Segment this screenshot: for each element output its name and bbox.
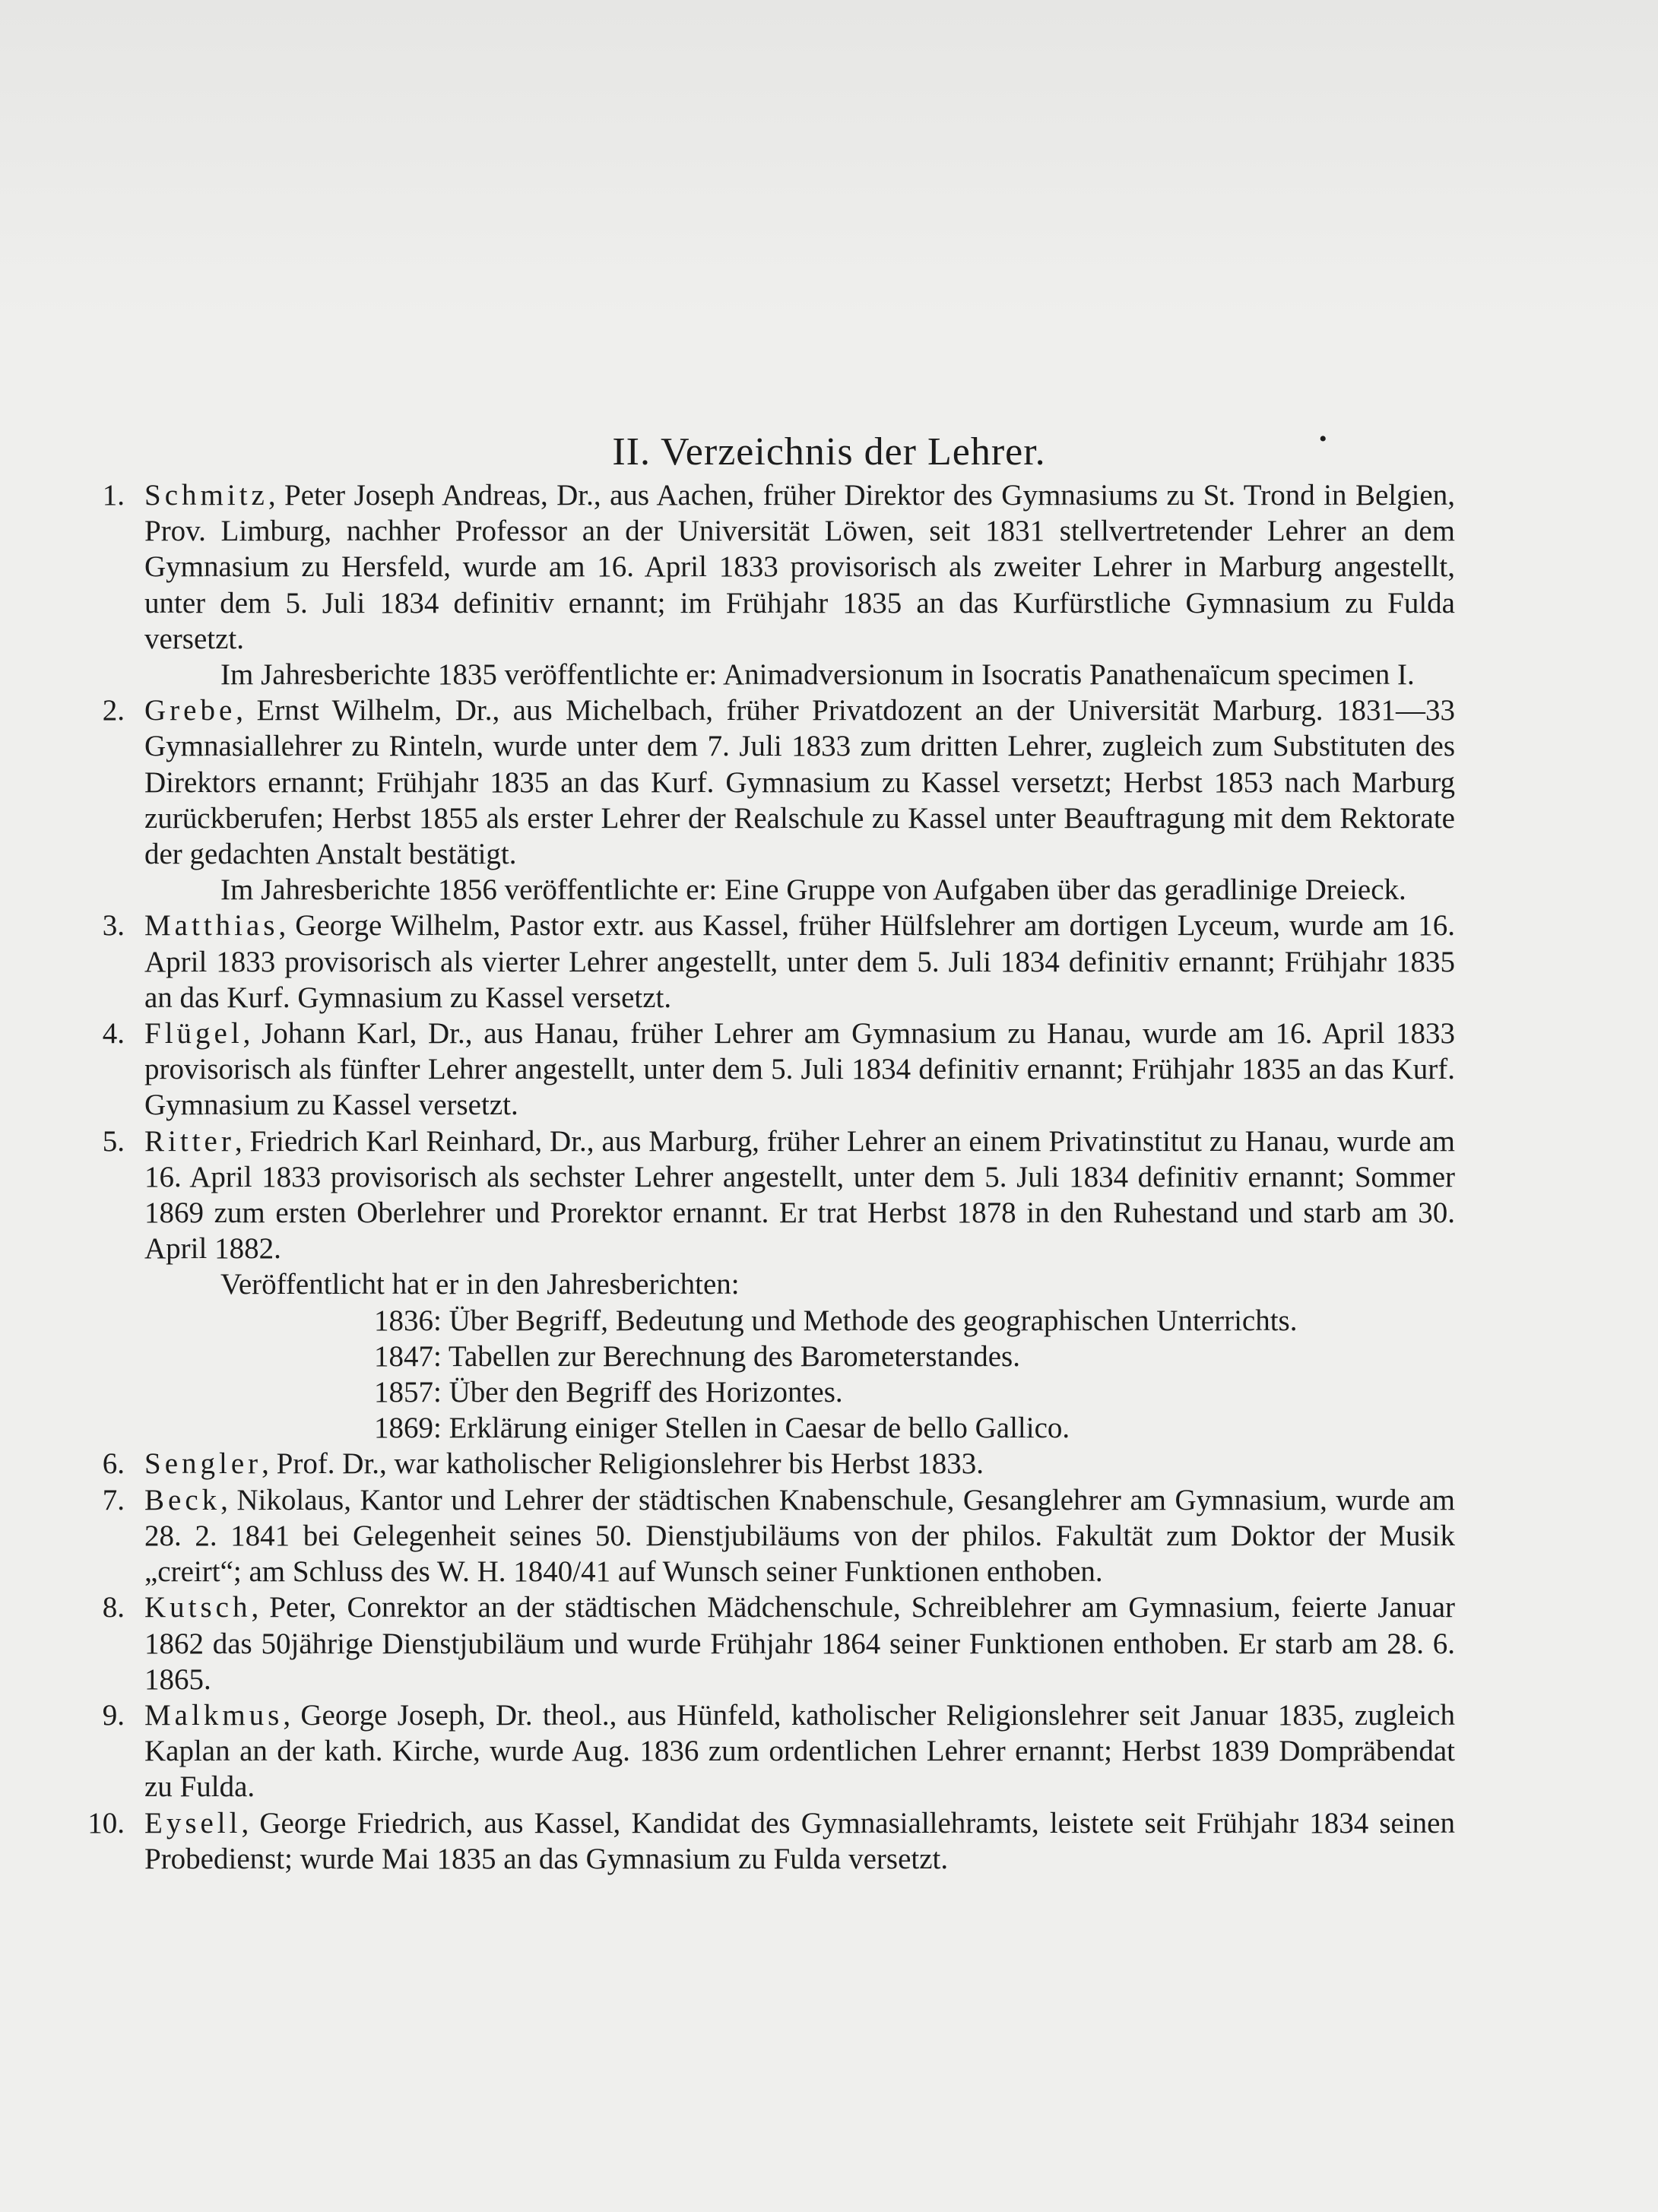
title-text: II. Verzeichnis der Lehrer. [612,430,1046,474]
entry-number: 2. [102,694,125,727]
entry-text [144,1123,1455,1267]
entry-text [144,1482,1455,1590]
entry-text [144,477,1455,657]
teacher-entry [70,1697,1455,1805]
page-shading [0,0,1658,319]
teacher-name: Grebe [144,694,236,727]
page-title [0,426,1658,474]
teacher-entry [70,477,1455,692]
entry-text [144,1589,1455,1697]
teacher-entry [70,908,1455,1016]
entry-number: 6. [102,1447,125,1481]
entry-text [144,692,1455,872]
entry-description: , Peter, Conrektor an der städtischen Mädchenschule, Schreiblehrer am Gymnasium, feierte Januar 1862 das 50jährige Dienstjubiläum und wurde Frühjahr 1864 seiner Funktionen enthoben. Er starb am 28. 6. 1865. [144,1591,1455,1696]
ink-dot: • [1319,426,1328,452]
entry-description: , Friedrich Karl Reinhard, Dr., aus Marburg, früher Lehrer an einem Privatinstitut zu Hanau, wurde am 16. April 1833 provisorisch als sechster Lehrer angestellt, unter dem 5. Juli 1834 definitiv ernannt; Sommer 1869 zum ersten Oberlehrer und Prorektor ernannt. Er trat Herbst 1878 in den Ruhestand und starb am 30. April 1882. [144,1124,1455,1266]
publication-item: 1836: Über Begriff, Bedeutung und Methode des geographischen Unterrichts. [374,1304,1298,1337]
teacher-name: Malkmus [144,1698,284,1732]
publication-note: Im Jahresberichte 1856 veröffentlichte er: Eine Gruppe von Aufgaben über das geradlinige Dreieck. [220,873,1406,907]
entry-description: , Nikolaus, Kantor und Lehrer der städtischen Knabenschule, Gesanglehrer am Gymnasium, wurde am 28. 2. 1841 bei Gelegenheit seines 50. Dienstjubiläums von der philos. Fakultät zum Doktor der Musik „creirt“; am Schluss des W. H. 1840/41 auf Wunsch seiner Funktionen enthoben. [144,1483,1455,1589]
entry-number: 3. [102,909,125,943]
teacher-list [70,477,1455,1877]
entry-number: 8. [102,1591,125,1624]
entry-number: 10. [87,1806,125,1840]
publication-item: 1857: Über den Begriff des Horizontes. [374,1376,843,1409]
teacher-name: Matthias [144,909,279,943]
entry-description: , Peter Joseph Andreas, Dr., aus Aachen, früher Direktor des Gymnasiums zu St. Trond in Belgien, Prov. Limburg, nachher Professor an der Universität Löwen, seit 1831 stellvertretender Lehrer an dem Gymnasium zu Hersfeld, wurde am 16. April 1833 provisorisch als zweiter Lehrer in Marburg angestellt, unter dem 5. Juli 1834 definitiv ernannt; im Frühjahr 1835 an das Kurfürstliche Gymnasium zu Fulda versetzt. [144,479,1455,655]
teacher-entry [70,1482,1455,1590]
entry-text [144,1697,1455,1805]
entry-description: , Prof. Dr., war katholischer Religionslehrer bis Herbst 1833. [262,1447,984,1481]
entry-text [144,1805,1455,1877]
teacher-name: Kutsch [144,1591,252,1624]
entry-number: 4. [102,1017,125,1051]
publication-item: 1847: Tabellen zur Berechnung des Barometerstandes. [374,1339,1020,1373]
teacher-entry [70,1016,1455,1123]
entry-description: , Ernst Wilhelm, Dr., aus Michelbach, früher Privatdozent an der Universität Marburg. 1831—33 Gymnasiallehrer zu Rinteln, wurde unter dem 7. Juli 1833 zum dritten Lehrer, zugleich zum Substituten des Direktors ernannt; Frühjahr 1835 an das Kurf. Gymnasium zu Kassel versetzt; Herbst 1853 nach Marburg zurückberufen; Herbst 1855 als erster Lehrer der Realschule zu Kassel unter Beauftragung mit dem Rektorate der gedachten Anstalt bestätigt. [144,694,1455,871]
teacher-name: Ritter [144,1124,235,1158]
entry-description: , George Wilhelm, Pastor extr. aus Kassel, früher Hülfslehrer am dortigen Lyceum, wurde am 16. April 1833 provisorisch als vierter Lehrer angestellt, unter dem 5. Juli 1834 definitiv ernannt; Frühjahr 1835 an das Kurf. Gymnasium zu Kassel versetzt. [144,909,1455,1014]
teacher-entry [70,1446,1455,1482]
teacher-entry [70,1589,1455,1697]
publication-note: Im Jahresberichte 1835 veröffentlichte er: Animadversionum in Isocratis Panathenaïcum specimen I. [220,658,1415,692]
entry-number: 1. [102,479,125,512]
entry-text [144,1446,1455,1482]
teacher-name: Eysell [144,1806,242,1840]
publication-item: 1869: Erklärung einiger Stellen in Caesar de bello Gallico. [374,1412,1070,1445]
entry-text [144,908,1455,1016]
teacher-name: Schmitz [144,479,268,512]
entry-number: 5. [102,1124,125,1158]
publications-heading: Veröffentlicht hat er in den Jahresberichten: [220,1268,740,1301]
entry-description: , George Joseph, Dr. theol., aus Hünfeld, katholischer Religionslehrer seit Januar 1835, zugleich Kaplan an der kath. Kirche, wurde Aug. 1836 zum ordentlichen Lehrer ernannt; Herbst 1839 Dompräbendat zu Fulda. [144,1698,1455,1804]
entry-description: , George Friedrich, aus Kassel, Kandidat des Gymnasiallehramts, leistete seit Frühjahr 1834 seinen Probedienst; wurde Mai 1835 an das Gymnasium zu Fulda versetzt. [144,1806,1455,1875]
entry-text [144,1016,1455,1123]
entry-description: , Johann Karl, Dr., aus Hanau, früher Lehrer am Gymnasium zu Hanau, wurde am 16. April 1833 provisorisch als fünfter Lehrer angestellt, unter dem 5. Juli 1834 definitiv ernannt; Frühjahr 1835 an das Kurf. Gymnasium zu Kassel versetzt. [144,1017,1455,1122]
entry-number: 7. [102,1483,125,1516]
teacher-entry [70,1805,1455,1877]
teacher-entry [70,1123,1455,1447]
teacher-name: Sengler [144,1447,262,1481]
teacher-entry [70,692,1455,908]
teacher-name: Beck [144,1483,221,1516]
teacher-name: Flügel [144,1017,243,1051]
entry-number: 9. [102,1698,125,1732]
